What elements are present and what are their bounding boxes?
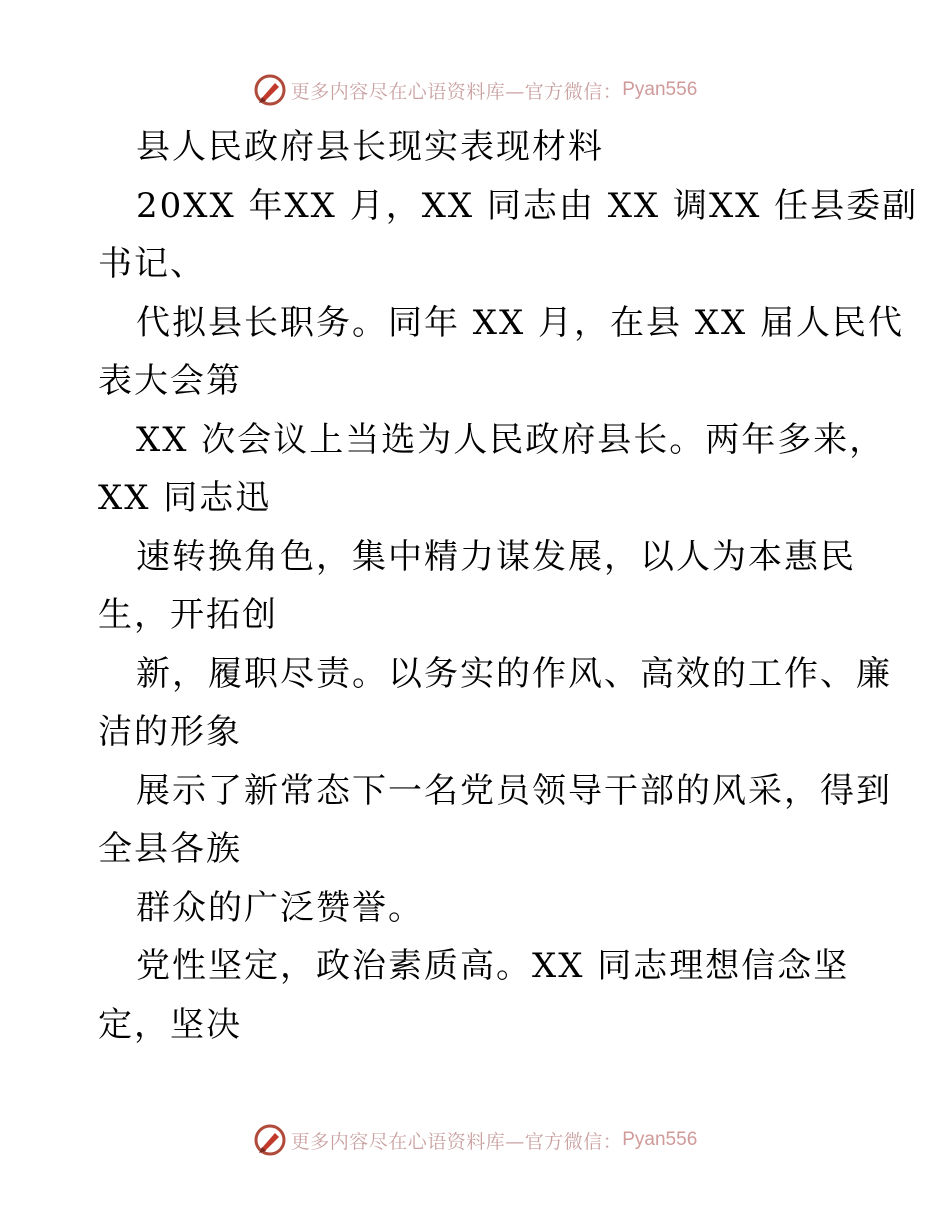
document-line: XX 次会议上当选为人民政府县长。两年多来， <box>136 419 886 460</box>
document-line: 生，开拓创 <box>98 595 278 635</box>
document-line: 展示了新常态下一名党员领导干部的风采，得到 <box>136 770 892 811</box>
watermark-text: 更多内容尽在心语资料库—官方微信： <box>290 1130 623 1153</box>
document-line: XX 同志迅 <box>98 478 272 518</box>
document-line: 20XX 年XX 月，XX 同志由 XX 调XX 任县委副 <box>136 185 919 226</box>
document-line: 洁的形象 <box>98 712 242 752</box>
pen-logo-icon <box>253 1123 287 1157</box>
document-line: 速转换角色，集中精力谋发展，以人为本惠民 <box>136 536 856 577</box>
document-line: 定，坚决 <box>98 1004 242 1045</box>
watermark-id: Pyan556 <box>622 79 698 100</box>
pen-logo-icon <box>253 73 287 107</box>
watermark-id: Pyan556 <box>622 1129 698 1150</box>
document-line: 书记、 <box>98 244 206 284</box>
document-body <box>98 118 919 1054</box>
document-line: 全县各族 <box>98 829 242 869</box>
watermark-text: 更多内容尽在心语资料库—官方微信： <box>290 80 623 103</box>
footer-watermark <box>0 1120 950 1160</box>
document-line: 群众的广泛赞誉。 <box>136 887 424 928</box>
document-line: 县人民政府县长现实表现材料 <box>136 127 604 167</box>
document-line: 代拟县长职务。同年 XX 月，在县 XX 届人民代 <box>136 302 905 343</box>
document-line: 党性坚定，政治素质高。XX 同志理想信念坚 <box>136 946 850 986</box>
header-watermark <box>0 70 950 110</box>
document-line: 新，履职尽责。以务实的作风、高效的工作、廉 <box>136 653 892 694</box>
document-line: 表大会第 <box>98 361 242 401</box>
